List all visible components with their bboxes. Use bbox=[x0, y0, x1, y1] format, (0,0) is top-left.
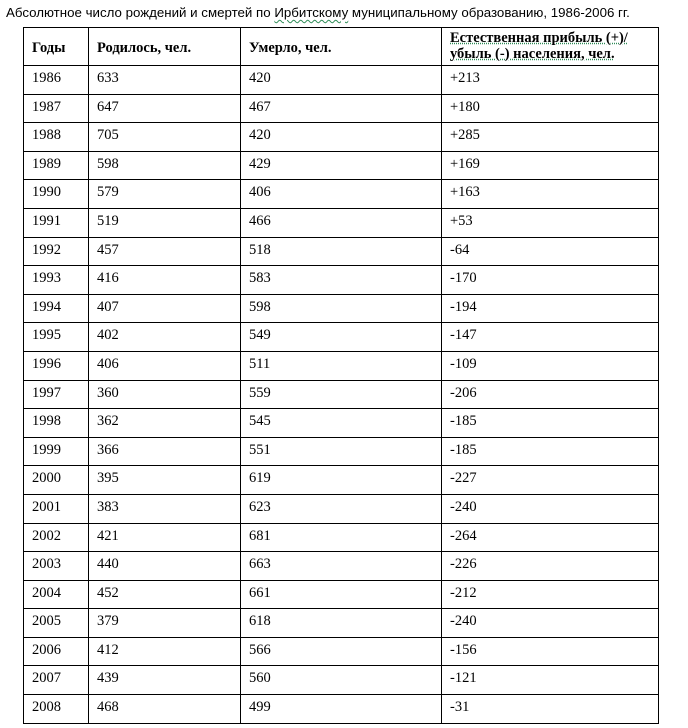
cell-year: 2003 bbox=[24, 552, 89, 581]
table-row bbox=[24, 208, 659, 237]
cell-births: 457 bbox=[89, 237, 241, 266]
cell-natural-change: -240 bbox=[442, 494, 659, 523]
cell-deaths: 663 bbox=[241, 552, 442, 581]
cell-year: 1992 bbox=[24, 237, 89, 266]
cell-deaths: 681 bbox=[241, 523, 442, 552]
table-row bbox=[24, 180, 659, 209]
cell-births: 421 bbox=[89, 523, 241, 552]
cell-births: 452 bbox=[89, 580, 241, 609]
cell-births: 383 bbox=[89, 494, 241, 523]
cell-births: 633 bbox=[89, 66, 241, 95]
cell-births: 362 bbox=[89, 409, 241, 438]
cell-deaths: 551 bbox=[241, 437, 442, 466]
cell-natural-change: -64 bbox=[442, 237, 659, 266]
cell-births: 366 bbox=[89, 437, 241, 466]
cell-deaths: 518 bbox=[241, 237, 442, 266]
cell-deaths: 545 bbox=[241, 409, 442, 438]
header-natural-change-line1: Естественная прибыль (+)/ bbox=[450, 30, 628, 46]
header-year: Годы bbox=[24, 28, 89, 66]
cell-year: 1998 bbox=[24, 409, 89, 438]
table-row bbox=[24, 695, 659, 724]
cell-year: 2005 bbox=[24, 609, 89, 638]
cell-natural-change: -194 bbox=[442, 294, 659, 323]
table-row bbox=[24, 323, 659, 352]
cell-deaths: 623 bbox=[241, 494, 442, 523]
table-row bbox=[24, 437, 659, 466]
table-row bbox=[24, 351, 659, 380]
cell-natural-change: -156 bbox=[442, 637, 659, 666]
table-row bbox=[24, 580, 659, 609]
cell-deaths: 560 bbox=[241, 666, 442, 695]
cell-births: 412 bbox=[89, 637, 241, 666]
table-row bbox=[24, 609, 659, 638]
cell-births: 439 bbox=[89, 666, 241, 695]
cell-deaths: 583 bbox=[241, 266, 442, 295]
cell-natural-change: -170 bbox=[442, 266, 659, 295]
table-row bbox=[24, 466, 659, 495]
cell-natural-change: -31 bbox=[442, 695, 659, 724]
cell-births: 598 bbox=[89, 151, 241, 180]
cell-deaths: 619 bbox=[241, 466, 442, 495]
cell-deaths: 499 bbox=[241, 695, 442, 724]
cell-deaths: 661 bbox=[241, 580, 442, 609]
cell-births: 379 bbox=[89, 609, 241, 638]
cell-deaths: 420 bbox=[241, 66, 442, 95]
table-row bbox=[24, 266, 659, 295]
cell-births: 416 bbox=[89, 266, 241, 295]
cell-natural-change: +163 bbox=[442, 180, 659, 209]
table-row bbox=[24, 666, 659, 695]
cell-natural-change: +53 bbox=[442, 208, 659, 237]
cell-natural-change: -147 bbox=[442, 323, 659, 352]
cell-births: 360 bbox=[89, 380, 241, 409]
cell-natural-change: -212 bbox=[442, 580, 659, 609]
cell-deaths: 618 bbox=[241, 609, 442, 638]
table-row bbox=[24, 123, 659, 152]
cell-births: 519 bbox=[89, 208, 241, 237]
cell-natural-change: +169 bbox=[442, 151, 659, 180]
cell-year: 1986 bbox=[24, 66, 89, 95]
cell-natural-change: -185 bbox=[442, 409, 659, 438]
cell-births: 440 bbox=[89, 552, 241, 581]
cell-natural-change: -121 bbox=[442, 666, 659, 695]
cell-births: 406 bbox=[89, 351, 241, 380]
cell-births: 579 bbox=[89, 180, 241, 209]
cell-year: 2006 bbox=[24, 637, 89, 666]
table-row bbox=[24, 380, 659, 409]
cell-natural-change: -226 bbox=[442, 552, 659, 581]
cell-natural-change: +285 bbox=[442, 123, 659, 152]
cell-natural-change: -109 bbox=[442, 351, 659, 380]
cell-deaths: 467 bbox=[241, 94, 442, 123]
cell-deaths: 549 bbox=[241, 323, 442, 352]
cell-year: 1988 bbox=[24, 123, 89, 152]
cell-year: 1993 bbox=[24, 266, 89, 295]
header-natural-change-line2: убыль (-) населения, чел. bbox=[450, 46, 615, 62]
cell-year: 1996 bbox=[24, 351, 89, 380]
cell-deaths: 429 bbox=[241, 151, 442, 180]
table-row bbox=[24, 523, 659, 552]
cell-year: 1999 bbox=[24, 437, 89, 466]
table-row bbox=[24, 94, 659, 123]
cell-deaths: 559 bbox=[241, 380, 442, 409]
cell-year: 2000 bbox=[24, 466, 89, 495]
cell-births: 705 bbox=[89, 123, 241, 152]
cell-year: 1995 bbox=[24, 323, 89, 352]
cell-deaths: 420 bbox=[241, 123, 442, 152]
cell-year: 2007 bbox=[24, 666, 89, 695]
header-deaths: Умерло, чел. bbox=[241, 28, 442, 66]
cell-births: 395 bbox=[89, 466, 241, 495]
table-row bbox=[24, 151, 659, 180]
cell-deaths: 598 bbox=[241, 294, 442, 323]
caption-spellcheck-word[interactable]: Ирбитскому bbox=[274, 5, 349, 20]
cell-year: 2002 bbox=[24, 523, 89, 552]
cell-year: 2001 bbox=[24, 494, 89, 523]
table-header-row bbox=[24, 28, 659, 66]
cell-births: 402 bbox=[89, 323, 241, 352]
cell-natural-change: -185 bbox=[442, 437, 659, 466]
table-body bbox=[24, 66, 659, 724]
cell-births: 468 bbox=[89, 695, 241, 724]
header-births: Родилось, чел. bbox=[89, 28, 241, 66]
cell-births: 407 bbox=[89, 294, 241, 323]
table-row bbox=[24, 66, 659, 95]
cell-births: 647 bbox=[89, 94, 241, 123]
cell-natural-change: +213 bbox=[442, 66, 659, 95]
table-caption bbox=[6, 5, 686, 21]
cell-year: 1989 bbox=[24, 151, 89, 180]
cell-deaths: 406 bbox=[241, 180, 442, 209]
table-row bbox=[24, 237, 659, 266]
caption-text-start: Абсолютное число рождений и смертей по bbox=[6, 5, 275, 20]
cell-natural-change: -227 bbox=[442, 466, 659, 495]
cell-deaths: 511 bbox=[241, 351, 442, 380]
header-natural-change bbox=[442, 28, 659, 66]
cell-deaths: 566 bbox=[241, 637, 442, 666]
cell-year: 2004 bbox=[24, 580, 89, 609]
table-row bbox=[24, 494, 659, 523]
births-deaths-table bbox=[23, 27, 659, 724]
cell-year: 1991 bbox=[24, 208, 89, 237]
cell-year: 2008 bbox=[24, 695, 89, 724]
cell-natural-change: -206 bbox=[442, 380, 659, 409]
cell-year: 1994 bbox=[24, 294, 89, 323]
cell-year: 1997 bbox=[24, 380, 89, 409]
cell-natural-change: -240 bbox=[442, 609, 659, 638]
cell-deaths: 466 bbox=[241, 208, 442, 237]
table-row bbox=[24, 294, 659, 323]
table-row bbox=[24, 637, 659, 666]
caption-text-end: муниципальному образованию, 1986-2006 гг. bbox=[348, 5, 630, 20]
cell-year: 1987 bbox=[24, 94, 89, 123]
table-row bbox=[24, 552, 659, 581]
cell-natural-change: +180 bbox=[442, 94, 659, 123]
cell-natural-change: -264 bbox=[442, 523, 659, 552]
table-row bbox=[24, 409, 659, 438]
cell-year: 1990 bbox=[24, 180, 89, 209]
